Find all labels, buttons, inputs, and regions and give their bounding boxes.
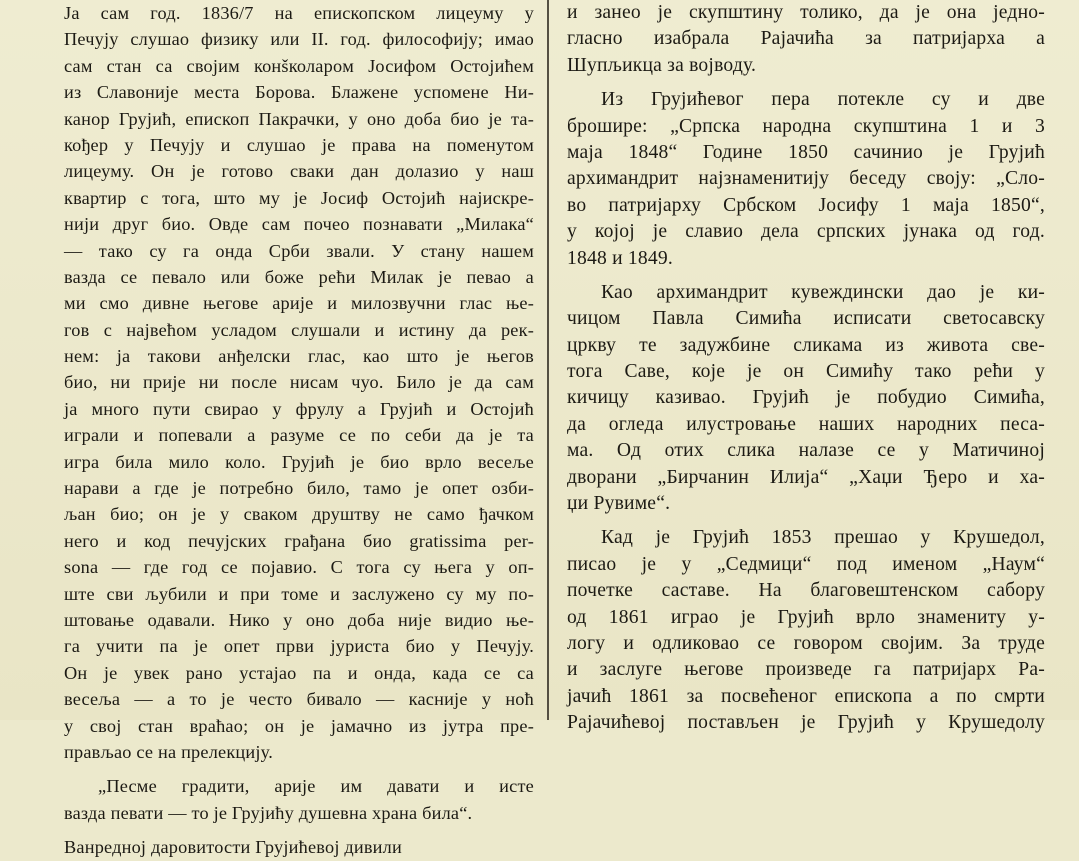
left-column [64, 0, 534, 858]
text-line: — тако су га онда Срби звали. У стану нашем [64, 240, 534, 261]
text-line: из Славоније места Борова. Блажене успомене Ни- [64, 82, 534, 103]
text-line: ми смо дивне његове арије и милозвучни глас ње- [64, 293, 534, 314]
text-line: канор Грујић, епископ Пакрачки, у оно доба био је та- [64, 108, 534, 129]
column-divider [547, 0, 549, 720]
text-line: чицом Павла Симића исписати светосавску [567, 308, 1045, 330]
text-line: весеља — а то је често бивало — касније у ноћ [64, 689, 534, 710]
text-line: ма. Од отих слика налазе се у Матичиној [567, 440, 1045, 462]
text-line: у којој је славио дела српских јунака од год. [567, 221, 1045, 243]
text-line: 1848 и 1849. [567, 247, 673, 269]
text-line: Ванредној даровитости Грујићевој дивили [64, 837, 402, 858]
text-line: квартир с тога, што му је Јосиф Остојић најискре- [64, 187, 534, 208]
text-line: од 1861 играо је Грујић врло знамениту у- [567, 606, 1045, 628]
text-line: лицеуму. Он је готово сваки дан долазио у наш [64, 161, 534, 182]
right-column [567, 0, 1045, 734]
text-line: ште сви љубили и при томе и заслужено су му по- [64, 583, 534, 604]
text-line: јачић 1861 за посвећеног епископа а по смрти [567, 685, 1045, 707]
text-line: дворани „Бирчанин Илија“ „Хаџи Ђеро и ха- [567, 466, 1045, 488]
paragraph-gap [567, 79, 1045, 87]
text-line: sona — где год се појавио. С тога су њега у оп- [64, 557, 534, 578]
text-line: тога Саве, које је он Симићу тако рећи у [567, 361, 1045, 383]
paragraph [64, 834, 534, 860]
text-line: почетке саставе. На благовештенском сабору [567, 580, 1045, 602]
text-line: га учити па је опет први јуриста био у Печују. [64, 636, 534, 657]
paragraph [64, 773, 534, 826]
text-line: Шупљикца за војводу. [567, 54, 757, 76]
text-line: Као архимандрит кувеждински дао је ки- [601, 281, 1045, 303]
text-line: нем: ја такови анђелски глас, као што је његов [64, 346, 534, 367]
text-line: маја 1848“ Године 1850 сачинио је Грујић [567, 141, 1045, 163]
text-line: нарави а где је потребно било, тамо је опет озби- [64, 478, 534, 499]
text-line: Из Грујићевог пера потекле су и две [601, 89, 1045, 111]
text-line: вазда певати — то је Грујићу душевна храна била“. [64, 802, 473, 823]
text-line: вазда се певало или боже рећи Милак је певао а [64, 266, 534, 287]
text-line: игра била мило коло. Грујић је био врло весеље [64, 451, 534, 472]
text-line: во патријарху Србском Јосифу 1 маја 1850“, [567, 194, 1045, 216]
text-line: брошире: „Српска народна скупштина 1 и 3 [567, 115, 1045, 137]
text-line: „Песме градити, арије им давати и исте [98, 776, 534, 797]
text-line: прављао се на прелекцију. [64, 741, 273, 762]
text-line: кођер у Печују и слушао је права на поменутом [64, 134, 534, 155]
text-line: и заслуге његове произведе га патријарх Ра- [567, 659, 1045, 681]
text-line: џи Рувиме“. [567, 493, 671, 515]
text-line: гов с највећом усладом слушали и истину да рек- [64, 319, 534, 340]
paragraph-gap [567, 272, 1045, 280]
paragraph [567, 525, 1045, 736]
text-line: ја много пути свирао у фрулу а Грујић и Остојић [64, 398, 534, 419]
paragraph [567, 87, 1045, 272]
text-line: Печују слушао физику или II. год. философију; имао [64, 29, 534, 50]
paragraph-gap [64, 765, 534, 773]
text-line: љан био; он је у сваком друштву не само ђачком [64, 504, 534, 525]
text-line: Ја сам год. 1836/7 на епископском лицеуму у [64, 3, 534, 23]
paragraph-gap [567, 517, 1045, 525]
text-line: био, ни прије ни после нисам чуо. Било је да сам [64, 372, 534, 393]
text-line: Рајачићевој постављен је Грујић у Крушедолу [567, 712, 1045, 734]
text-line: и занео је скупштину толико, да је она једно- [567, 2, 1045, 23]
text-line: Он је увек рано устајао па и онда, када се са [64, 662, 534, 683]
paragraph [64, 0, 534, 765]
text-line: Кад је Грујић 1853 прешао у Крушедол, [601, 527, 1045, 549]
paragraph [567, 280, 1045, 518]
text-line: играли и попевали а разуме се по себи да је та [64, 425, 534, 446]
paragraph-gap [64, 826, 534, 834]
text-line: сам стан са својим конšколарoм Јосифом Остојићем [64, 55, 534, 76]
text-line: у свој стан враћао; он је јамачно из јутра пре- [64, 715, 534, 736]
text-line: него и код печујских грађана био gratissima per- [64, 530, 534, 551]
text-line: гласно изабрала Рајачића за патријарха а [567, 28, 1045, 50]
paragraph [567, 0, 1045, 79]
text-line: кичицу казивао. Грујић је побудио Симића, [567, 387, 1045, 409]
text-line: нији друг био. Овде сам почео познавати „Милака“ [64, 214, 534, 235]
text-line: штовање одавали. Нико у оно доба није видио ње- [64, 609, 534, 630]
text-line: цркву те задужбине сликама из живота све- [567, 334, 1045, 356]
text-line: писао је у „Седмици“ под именом „Наум“ [567, 553, 1045, 575]
text-line: архимандрит најзнаменитију беседу своју: „Сло- [567, 168, 1045, 190]
text-line: логу и одликовао се говором својим. За труде [567, 632, 1045, 654]
text-line: да огледа илустровање наших народних песа- [567, 413, 1045, 435]
